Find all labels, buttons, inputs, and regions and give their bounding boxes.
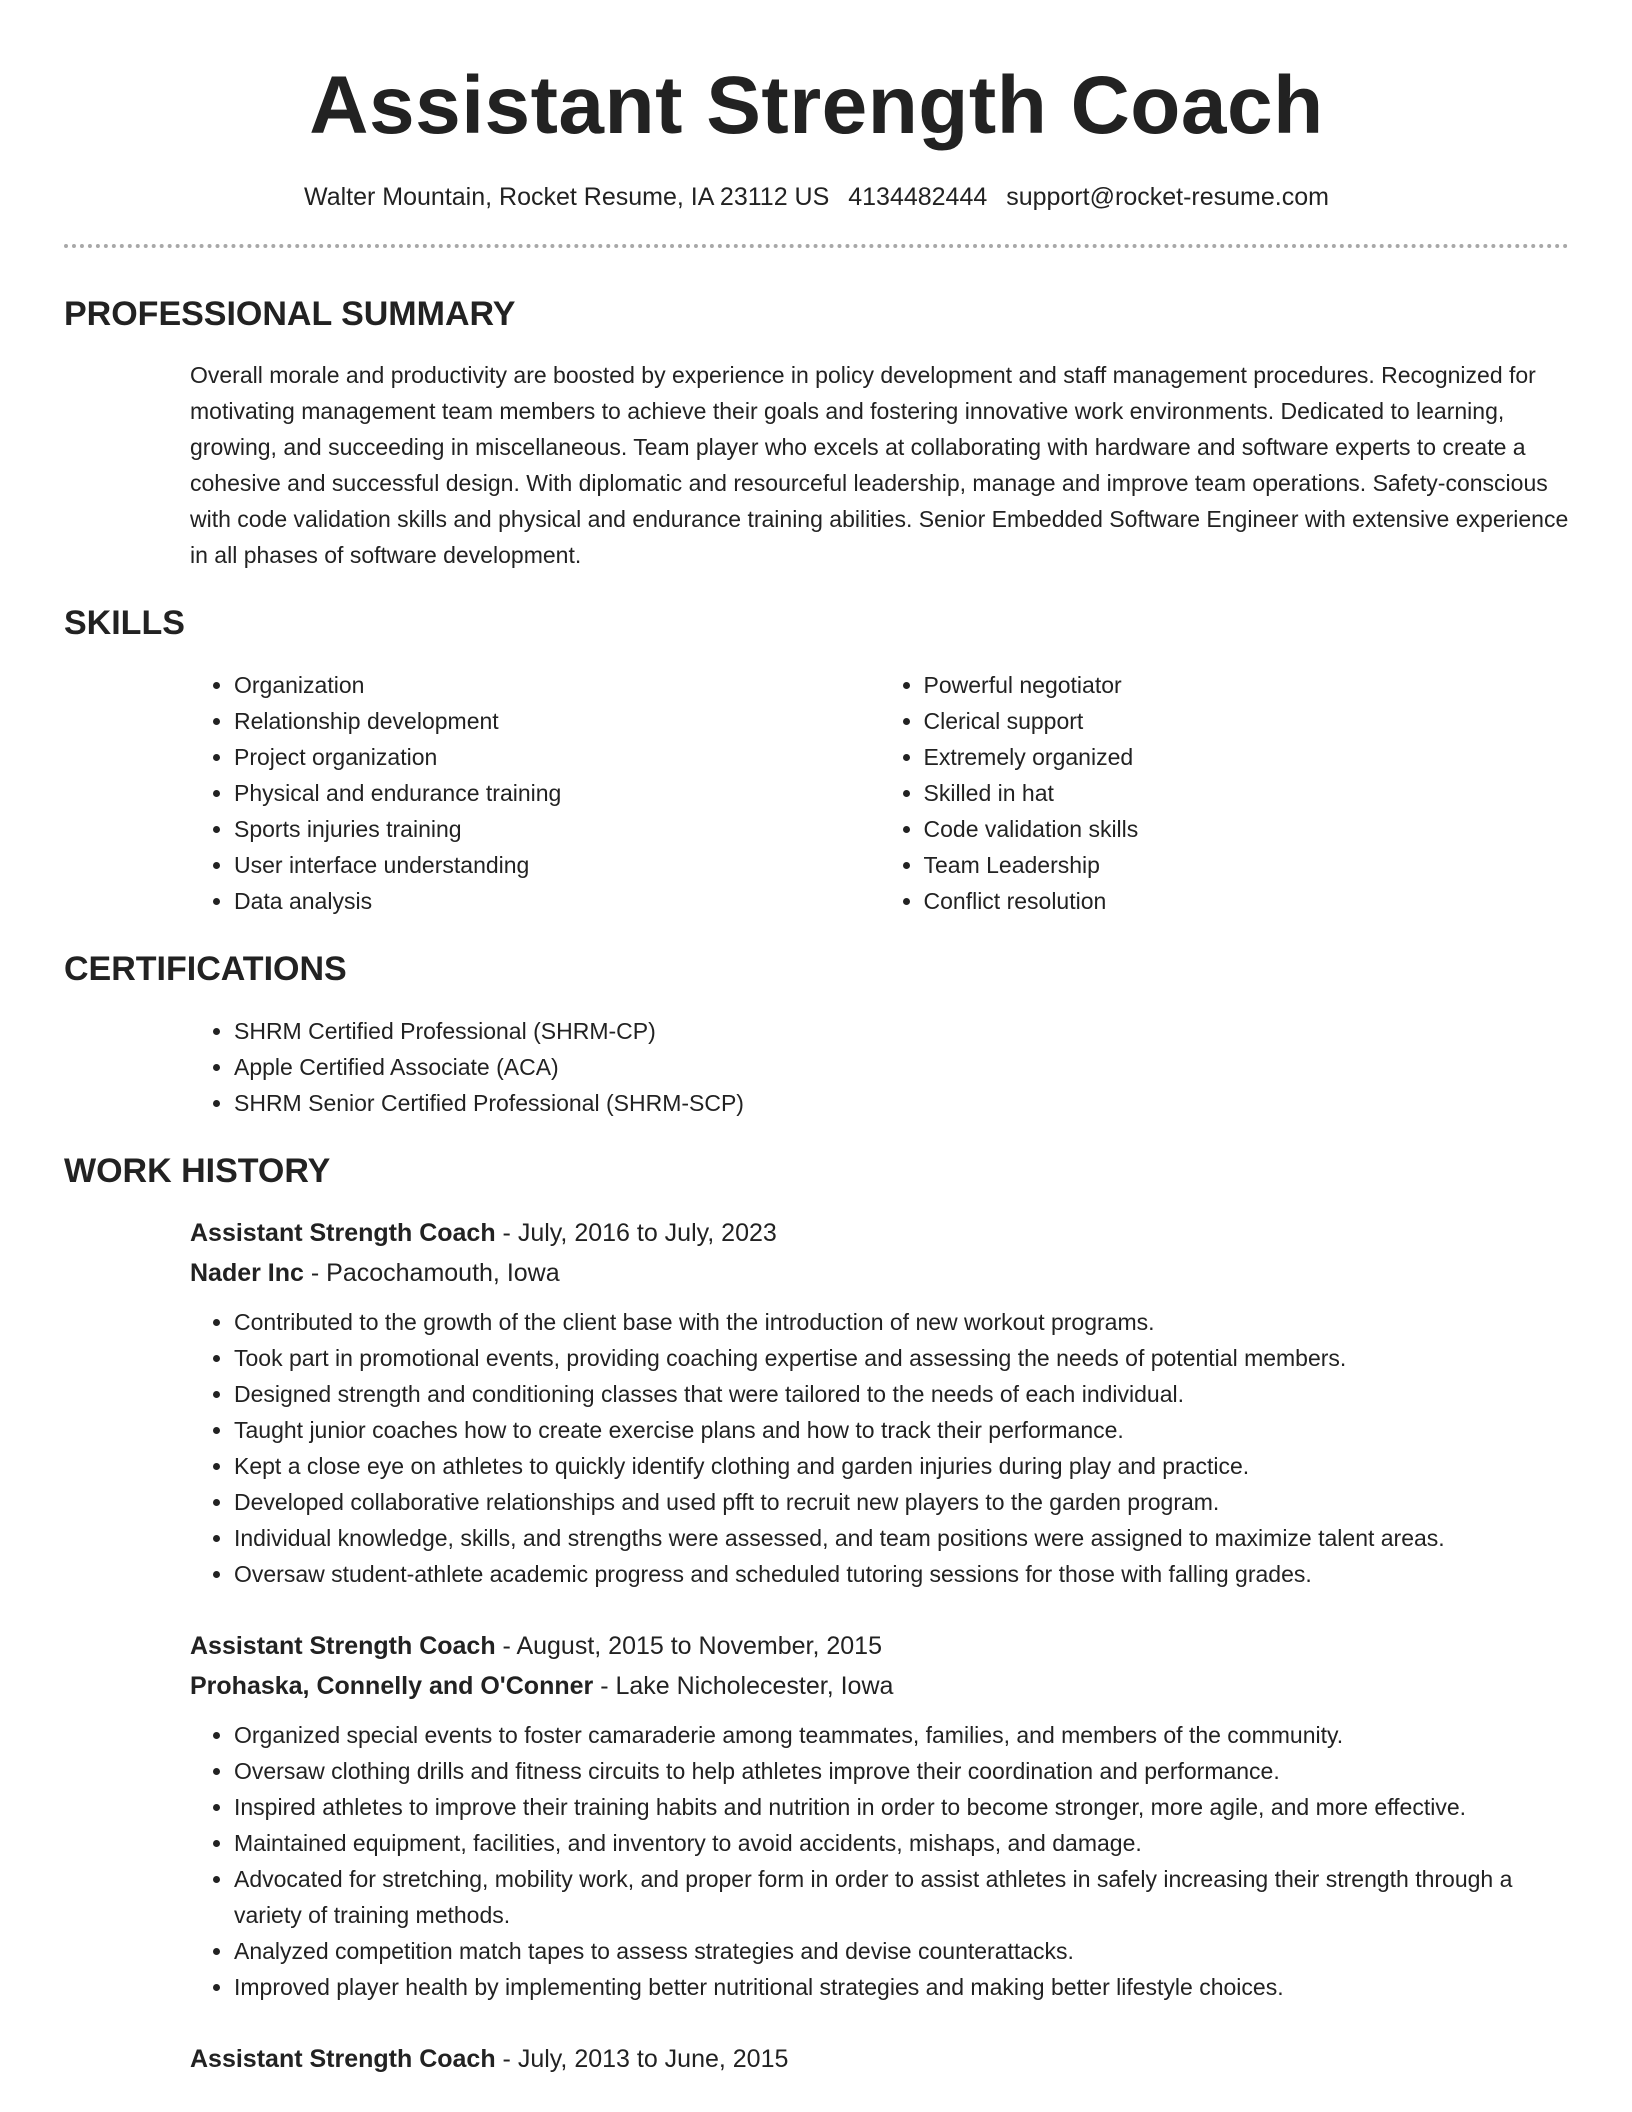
job-duty-item: • Inspired athletes to improve their training habits and nutrition in order to become stronger, more agile, and more effective. [234, 1789, 1569, 1825]
job-duty-item: • Maintained equipment, facilities, and inventory to avoid accidents, mishaps, and damage. [234, 1825, 1569, 1861]
summary-section [64, 294, 1569, 573]
skills-right-list [880, 667, 1570, 919]
contact-line [64, 182, 1569, 212]
job-duty-item: • Analyzed competition match tapes to assess strategies and devise counterattacks. [234, 1933, 1569, 1969]
certification-item: • Apple Certified Associate (ACA) [234, 1049, 1569, 1085]
summary-text: Overall morale and productivity are boosted by experience in policy development and staff management procedures. Recognized for motivating management team members to achieve their goals and fostering innovative work environments. Dedicated to learning, growing, and succeeding in miscellaneous. Team player who excels at collaborating with hardware and software experts to create a cohesive and successful design. With diplomatic and resourceful leadership, manage and improve team operations. Safety-conscious with code validation skills and physical and endurance training abilities. Senior Embedded Software Engineer with extensive experience in all phases of software development. [190, 362, 1569, 568]
job-title: Assistant Strength Coach [190, 2045, 496, 2073]
certifications-heading: CERTIFICATIONS [64, 950, 347, 988]
job-duty-item: • Organized special events to foster camaraderie among teammates, families, and members of the community. [234, 1717, 1569, 1753]
job-entry [190, 1213, 1569, 1592]
skill-item: • Clerical support [924, 703, 1570, 739]
certifications-section [64, 949, 1569, 1121]
job-location: - Pacochamouth, Iowa [303, 1259, 560, 1287]
job-company: Nader Inc [190, 1259, 304, 1287]
skill-item: • Project organization [234, 739, 880, 775]
job-title: Assistant Strength Coach [190, 1219, 496, 1247]
skill-item: • Physical and endurance training [234, 775, 880, 811]
work-history-body [190, 1213, 1569, 2079]
job-duty-item: • Oversaw student-athlete academic progress and scheduled tutoring sessions for those with falling grades. [234, 1556, 1569, 1592]
job-location: - Lake Nicholecester, Iowa [593, 1672, 894, 1700]
contact-address: Walter Mountain, Rocket Resume, IA 23112 US [304, 183, 830, 211]
skill-item: • Sports injuries training [234, 811, 880, 847]
job-dates: - August, 2015 to November, 2015 [495, 1632, 882, 1660]
skills-heading: SKILLS [64, 604, 185, 642]
job-duty-item: • Oversaw clothing drills and fitness circuits to help athletes improve their coordination and performance. [234, 1753, 1569, 1789]
job-company-line [190, 1253, 1569, 1293]
header-divider [64, 244, 1569, 248]
resume-title: Assistant Strength Coach [309, 60, 1324, 151]
job-duty-item: • Advocated for stretching, mobility work, and proper form in order to assist athletes in safely increasing their strength through a variety of training methods. [234, 1861, 1569, 1933]
skills-section [64, 603, 1569, 919]
job-duty-item: • Individual knowledge, skills, and strengths were assessed, and team positions were assigned to maximize talent areas. [234, 1520, 1569, 1556]
certification-item: • SHRM Senior Certified Professional (SHRM-SCP) [234, 1085, 1569, 1121]
skill-item: • Organization [234, 667, 880, 703]
job-duty-item: • Improved player health by implementing better nutritional strategies and making better lifestyle choices. [234, 1969, 1569, 2005]
job-company: Prohaska, Connelly and O'Conner [190, 1672, 594, 1700]
job-duties-list [190, 1304, 1569, 1592]
certifications-body [190, 1013, 1569, 1121]
job-dates: - July, 2013 to June, 2015 [495, 2045, 789, 2073]
contact-phone: 4134482444 [848, 183, 988, 211]
summary-heading: PROFESSIONAL SUMMARY [64, 295, 516, 333]
job-title-line [190, 1626, 1569, 1666]
certification-item: • SHRM Certified Professional (SHRM-CP) [234, 1013, 1569, 1049]
skills-left-list [190, 667, 880, 919]
skill-item: • Code validation skills [924, 811, 1570, 847]
job-duty-item: • Designed strength and conditioning classes that were tailored to the needs of each individual. [234, 1376, 1569, 1412]
work-history-heading: WORK HISTORY [64, 1152, 331, 1190]
skill-item: • Conflict resolution [924, 883, 1570, 919]
skill-item: • Data analysis [234, 883, 880, 919]
job-title-line [190, 1213, 1569, 1253]
skill-item: • User interface understanding [234, 847, 880, 883]
job-entry [190, 2039, 1569, 2079]
certifications-list [190, 1013, 1569, 1121]
job-dates: - July, 2016 to July, 2023 [495, 1219, 777, 1247]
job-entry [190, 1626, 1569, 2005]
job-duty-item: • Kept a close eye on athletes to quickly identify clothing and garden injuries during play and practice. [234, 1448, 1569, 1484]
job-company-line [190, 1666, 1569, 1706]
resume-page [64, 0, 1569, 2112]
skill-item: • Skilled in hat [924, 775, 1570, 811]
skill-item: • Powerful negotiator [924, 667, 1570, 703]
skills-grid [190, 667, 1569, 919]
skill-item: • Relationship development [234, 703, 880, 739]
skill-item: • Team Leadership [924, 847, 1570, 883]
job-duties-list [190, 1717, 1569, 2005]
job-title-line [190, 2039, 1569, 2079]
job-duty-item: • Contributed to the growth of the client base with the introduction of new workout programs. [234, 1304, 1569, 1340]
job-duty-item: • Took part in promotional events, providing coaching expertise and assessing the needs of potential members. [234, 1340, 1569, 1376]
job-duty-item: • Developed collaborative relationships and used pfft to recruit new players to the garden program. [234, 1484, 1569, 1520]
job-duty-item: • Taught junior coaches how to create exercise plans and how to track their performance. [234, 1412, 1569, 1448]
work-history-section [64, 1151, 1569, 2079]
contact-email: support@rocket-resume.com [1006, 183, 1329, 211]
skill-item: • Extremely organized [924, 739, 1570, 775]
job-title: Assistant Strength Coach [190, 1632, 496, 1660]
